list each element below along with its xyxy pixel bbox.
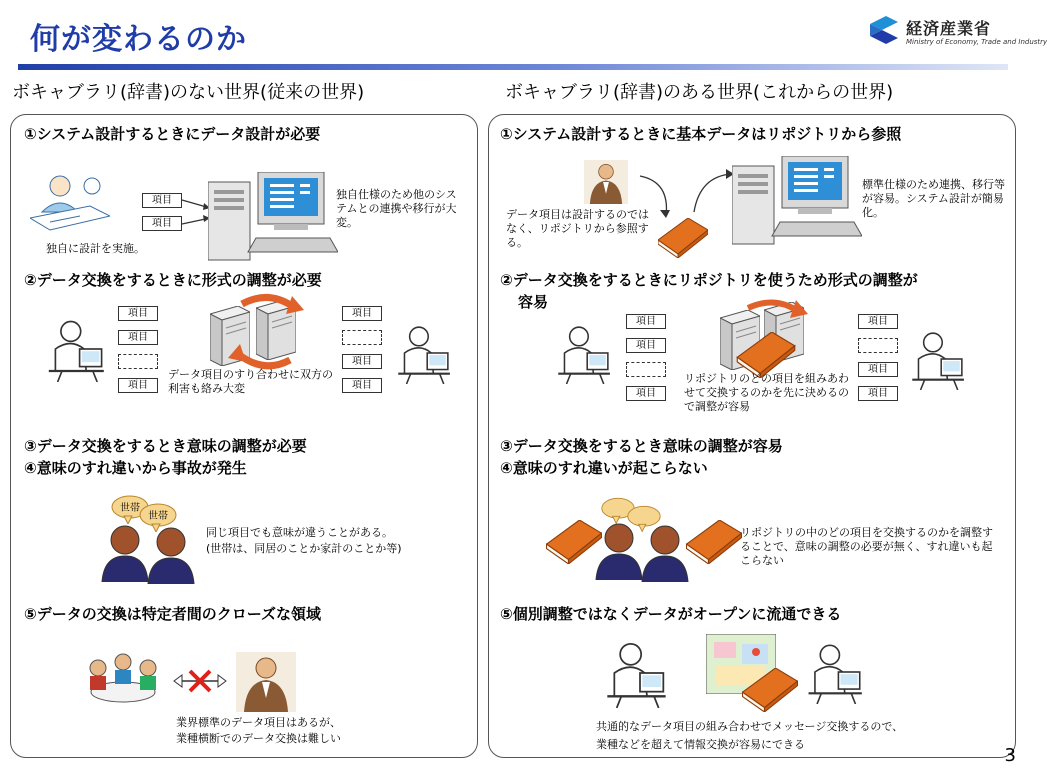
- meti-logo-icon: [868, 14, 900, 52]
- person-at-computer-icon: [800, 640, 864, 704]
- item-tag: 項目: [626, 386, 666, 401]
- item-tag: 項目: [626, 338, 666, 353]
- left-column-heading: ボキャブラリ(辞書)のない世界(従来の世界): [12, 82, 365, 103]
- person-head-icon: [146, 524, 196, 584]
- empty-item-tag: [342, 330, 382, 345]
- item-tag: 項目: [858, 386, 898, 401]
- title-underline: [18, 64, 1008, 70]
- left-section-1-title: ①システム設計するときにデータ設計が必要: [24, 125, 321, 143]
- curved-arrow-icon: [690, 168, 738, 218]
- item-tag: 項目: [118, 330, 158, 345]
- exchange-arrows-icon: [220, 290, 310, 380]
- office-worker-icon: [904, 328, 966, 390]
- empty-item-tag: [118, 354, 158, 369]
- person-head-icon: [100, 522, 150, 582]
- right-section-1-title: ①システム設計するときに基本データはリポジトリから参照: [500, 125, 902, 143]
- businessman-icon: [236, 652, 296, 712]
- right-section-3-title: ③データ交換をするとき意味の調整が容易: [500, 437, 783, 455]
- left-section-3-title: ③データ交換をするとき意味の調整が必要: [24, 437, 307, 455]
- logo-subtitle: Ministry of Economy, Trade and Industry: [906, 38, 1047, 46]
- right-note-no-mismatch: リポジトリの中のどの項目を交換するのかを調整することで、意味の調整の必要が無く、すれ違いも起こらない: [740, 526, 993, 567]
- right-note-repository-adjust: リポジトリのどの項目を組みあわせて交換するのかを先に決めるので調整が容易: [684, 372, 849, 413]
- computer-icon: [208, 172, 338, 262]
- left-section-5-title: ⑤データの交換は特定者間のクローズな領域: [24, 605, 321, 623]
- right-section-4-title: ④意味のすれ違いが起こらない: [500, 459, 708, 477]
- item-tag: 項目: [142, 193, 182, 208]
- meeting-group-icon: [78, 652, 168, 712]
- left-section-4-title: ④意味のすれ違いから事故が発生: [24, 459, 247, 477]
- item-tag: 項目: [342, 354, 382, 369]
- page-title: 何が変わるのか: [30, 22, 247, 57]
- office-worker-icon: [550, 322, 612, 384]
- right-section-5-title: ⑤個別調整ではなくデータがオープンに流通できる: [500, 605, 842, 623]
- left-note-meaning: 同じ項目でも意味が違うことがある。: [206, 526, 393, 539]
- person-at-laptop-icon: [598, 638, 668, 708]
- empty-item-tag: [626, 362, 666, 377]
- right-section-2-title: ②データ交換をするときにリポジトリを使うため形式の調整が: [500, 271, 918, 289]
- item-tag: 項目: [342, 306, 382, 321]
- left-note-self-design: 独自に設計を実施。: [46, 242, 145, 255]
- repository-book-icon: [686, 520, 742, 564]
- right-note-cross-industry: 業種などを超えて情報交換が容易にできる: [596, 738, 805, 751]
- computer-icon: [732, 156, 862, 246]
- left-note-cross-industry: 業種横断でのデータ交換は難しい: [176, 732, 341, 745]
- repository-book-icon: [742, 668, 798, 712]
- office-worker-icon: [390, 322, 452, 384]
- left-note-industry-standard: 業界標準のデータ項目はあるが、: [176, 716, 341, 729]
- left-note-own-spec: 独自仕様のため他のシステムとの連携や移行が大変。: [336, 188, 457, 229]
- right-note-standard: 標準仕様のため連携、移行等が容易。システム設計が簡易化。: [862, 178, 1005, 219]
- person-head-icon: [594, 520, 644, 580]
- empty-item-tag: [858, 338, 898, 353]
- designer-illustration: [30, 172, 110, 232]
- person-head-icon: [640, 522, 690, 582]
- bubble-label: 世帯: [148, 511, 168, 522]
- bubble-label: 世帯: [120, 503, 140, 514]
- right-note-reference: データ項目は設計するのではなく、リポジトリから参照する。: [506, 208, 649, 249]
- item-tag: 項目: [142, 216, 182, 231]
- businessman-icon: [584, 160, 628, 204]
- ministry-logo: [868, 14, 1047, 54]
- item-tag: 項目: [858, 314, 898, 329]
- blocked-exchange-icon: [172, 668, 228, 694]
- left-section-2-title: ②データ交換をするときに形式の調整が必要: [24, 271, 322, 289]
- item-tag: 項目: [118, 378, 158, 393]
- left-note-meaning-example: (世帯は、同居のことか家計のことか等): [206, 542, 402, 555]
- right-section-2-title-cont: 容易: [518, 293, 549, 311]
- item-tag: 項目: [342, 378, 382, 393]
- repository-book-icon: [658, 218, 708, 258]
- item-tag: 項目: [118, 306, 158, 321]
- item-tag: 項目: [858, 362, 898, 377]
- item-tag: 項目: [626, 314, 666, 329]
- left-note-negotiation: データ項目のすり合わせに双方の利害も絡み大変: [168, 368, 333, 395]
- right-note-common-items: 共通的なデータ項目の組み合わせでメッセージ交換するので、: [596, 720, 904, 733]
- right-column-heading: ボキャブラリ(辞書)のある世界(これからの世界): [505, 82, 894, 103]
- page-number: 3: [1004, 745, 1016, 766]
- office-worker-icon: [40, 316, 106, 382]
- logo-text: 経済産業省: [906, 19, 992, 38]
